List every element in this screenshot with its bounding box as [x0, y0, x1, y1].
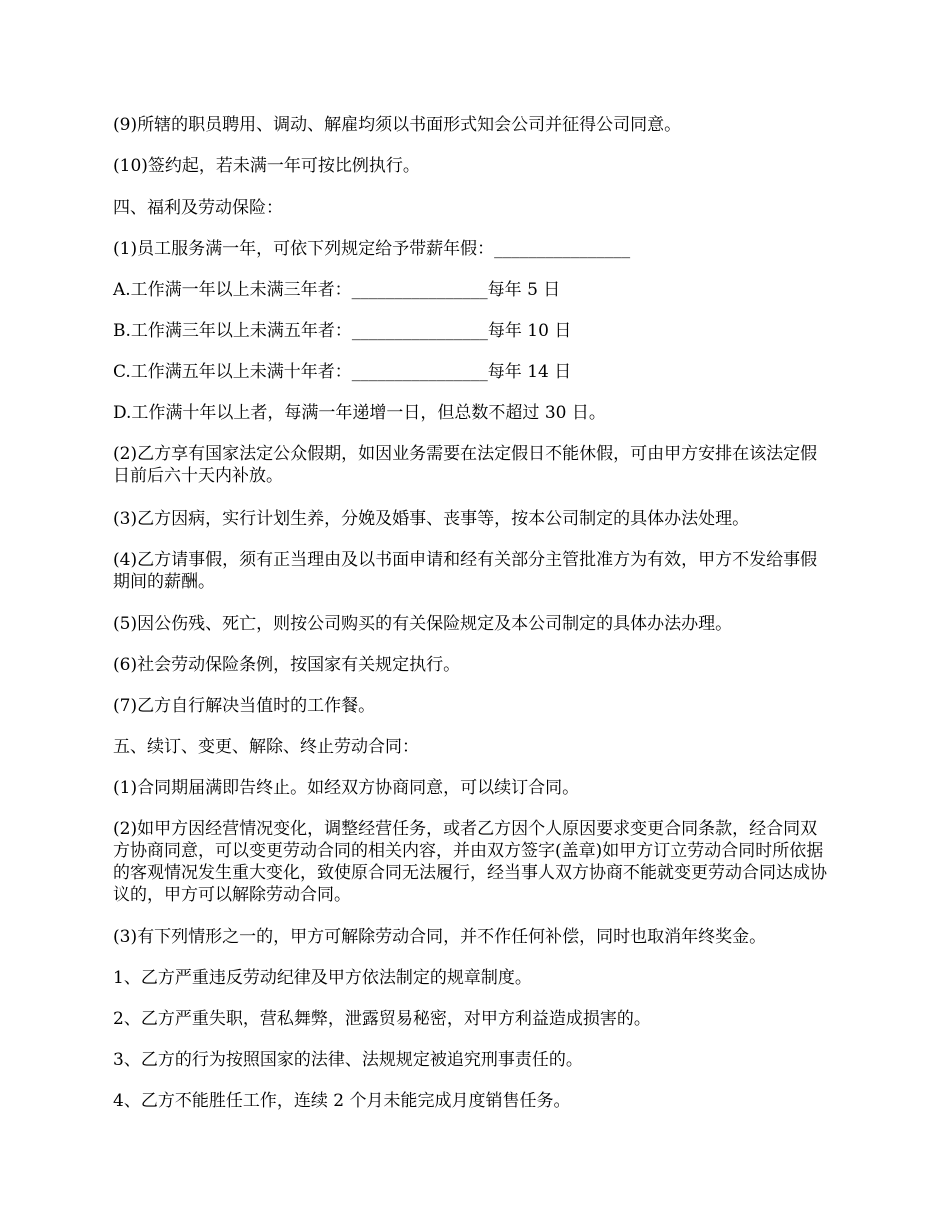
leave-rule-a: A.工作满一年以上未满三年者：________________每年 5 日 [113, 280, 561, 300]
contract-clause-2-modification: (2)如甲方因经营情况变化，调整经营任务，或者乙方因个人原因要求变更合同条款，经合同双方协商同意，可以变更劳动合同的相关内容，并由双方签字(盖章)如甲方订立劳动合同时所依据的客观情况发生重大变化，致使原合同无法履行，经当事人双方协商不能就变更劳动合同达成协议的，甲方可以解除劳动合同。 [113, 819, 827, 905]
termination-case-3: 3、乙方的行为按照国家的法律、法规规定被追究刑事责任的。 [113, 1050, 583, 1070]
welfare-clause-2-public-holidays: (2)乙方享有国家法定公众假期，如因业务需要在法定假日不能休假，可由甲方安排在该法定假日前后六十天内补放。 [113, 444, 818, 486]
contract-clause-3-termination: (3)有下列情形之一的，甲方可解除劳动合同，并不作任何补偿，同时也取消年终奖金。 [113, 927, 767, 947]
welfare-clause-4-personal-leave: (4)乙方请事假，须有正当理由及以书面申请和经有关部分主管批准方为有效，甲方不发给事假期间的薪酬。 [113, 550, 818, 592]
clause-9-staff-hiring: (9)所辖的职员聘用、调动、解雇均须以书面形式知会公司并征得公司同意。 [113, 115, 682, 135]
leave-rule-b: B.工作满三年以上未满五年者：________________每年 10 日 [113, 321, 572, 341]
contract-clause-1-expiry: (1)合同期届满即告终止。如经双方协商同意，可以续订合同。 [113, 778, 580, 798]
welfare-clause-3-sick-leave: (3)乙方因病，实行计划生养，分娩及婚事、丧事等，按本公司制定的具体办法处理。 [113, 509, 750, 529]
welfare-clause-5-work-injury: (5)因公伤残、死亡，则按公司购买的有关保险规定及本公司制定的具体办法办理。 [113, 614, 733, 634]
welfare-clause-1-annual-leave: (1)员工服务满一年，可依下列规定给予带薪年假：________________ [113, 239, 631, 259]
section-4-heading: 四、福利及劳动保险： [113, 198, 283, 218]
termination-case-1: 1、乙方严重违反劳动纪律及甲方依法制定的规章制度。 [113, 968, 532, 988]
termination-case-4: 4、乙方不能胜任工作，连续 2 个月未能完成月度销售任务。 [113, 1091, 571, 1111]
leave-rule-d: D.工作满十年以上者，每满一年递增一日，但总数不超过 30 日。 [113, 403, 606, 423]
section-5-heading: 五、续订、变更、解除、终止劳动合同： [113, 737, 419, 757]
clause-10-prorate: (10)签约起，若未满一年可按比例执行。 [113, 156, 420, 176]
welfare-clause-6-social-insurance: (6)社会劳动保险条例，按国家有关规定执行。 [113, 655, 461, 675]
termination-case-2: 2、乙方严重失职，营私舞弊，泄露贸易秘密，对甲方利益造成损害的。 [113, 1009, 651, 1029]
leave-rule-c: C.工作满五年以上未满十年者：________________每年 14 日 [113, 362, 572, 382]
welfare-clause-7-meals: (7)乙方自行解决当值时的工作餐。 [113, 696, 376, 716]
